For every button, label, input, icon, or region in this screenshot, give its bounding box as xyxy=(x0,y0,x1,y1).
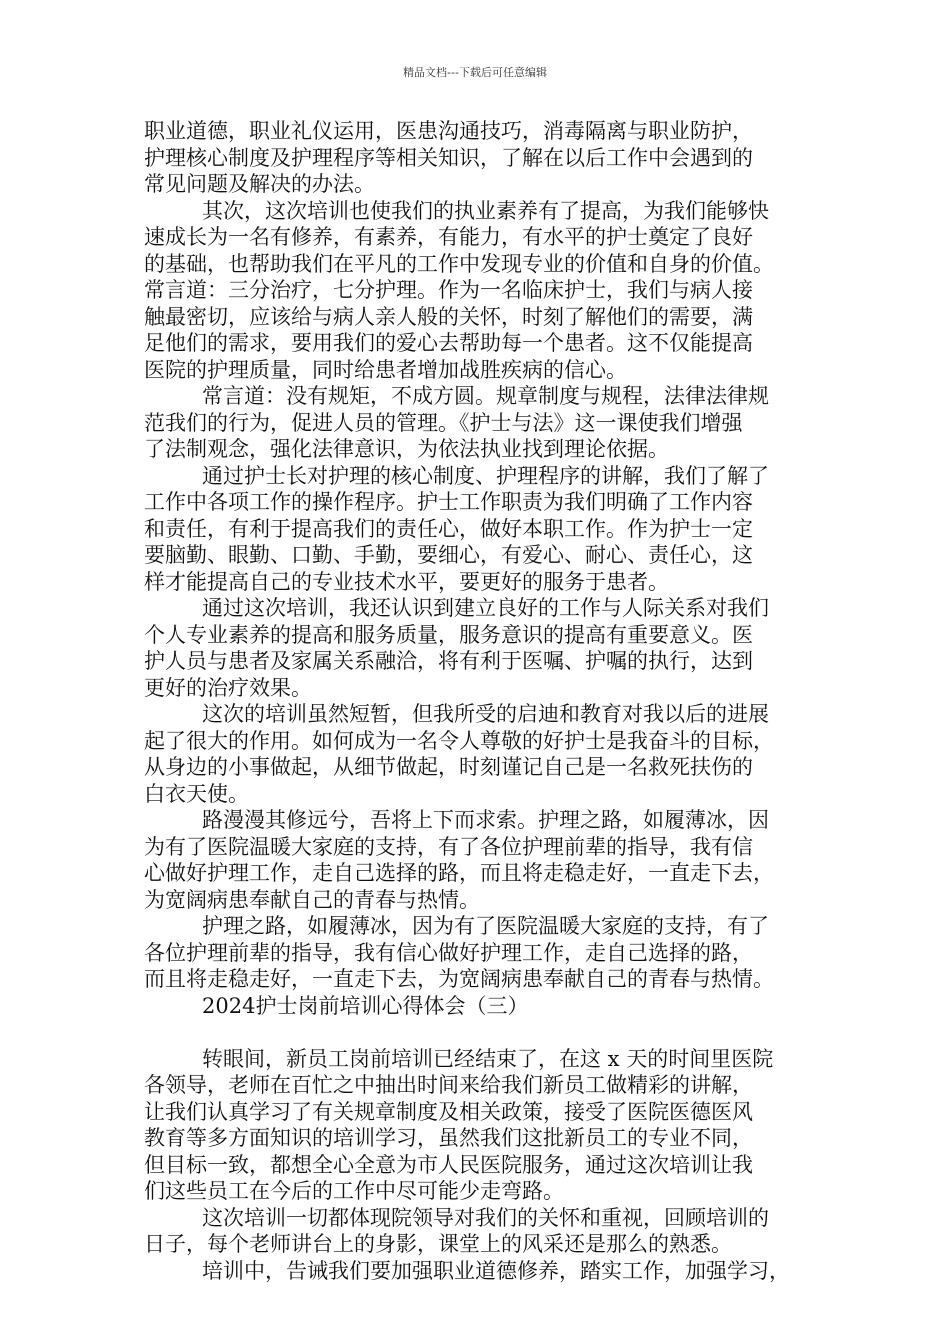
text-line: 护理核心制度及护理程序等相关知识，了解在以后工作中会遇到的 xyxy=(144,145,753,170)
text-line: 范我们的行为，促进人员的管理。《护士与法》这一课使我们增强 xyxy=(144,410,743,435)
text-line: 常言道：没有规矩，不成方圆。规章制度与规程，法律法律规 xyxy=(202,384,769,408)
blank-line xyxy=(144,1019,834,1046)
text-line: 速成长为一名有修养，有素养，有能力，有水平的护士奠定了良好 xyxy=(144,225,753,249)
text-line: 通过护士长对护理的核心制度、护理程序的讲解，我们了解了 xyxy=(202,463,769,488)
text-line: 起了很大的作用。如何成为一名令人尊敬的好护士是我奋斗的目标， xyxy=(144,728,774,753)
text-line: 从身边的小事做起，从细节做起，时刻谨记自己是一名救死扶伤的 xyxy=(144,755,753,779)
text-line: 其次，这次培训也使我们的执业素养有了提高，为我们能够快 xyxy=(202,198,769,223)
text-line: 培训中，告诫我们要加强职业道德修养，踏实工作，加强学习， xyxy=(202,1258,790,1283)
text-line: 护理之路，如履薄冰，因为有了医院温暖大家庭的支持，有了 xyxy=(202,914,769,938)
text-line: 工作中各项工作的操作程序。护士工作职责为我们明确了工作内容 xyxy=(144,490,753,514)
text-line: 各位护理前辈的指导，我有信心做好护理工作，走自己选择的路， xyxy=(144,940,753,965)
text-line: 了法制观念，强化法律意识，为依法执业找到理论依据。 xyxy=(144,437,669,461)
text-line: 要脑勤、眼勤、口勤、手勤，要细心，有爱心、耐心、责任心，这 xyxy=(144,543,753,567)
text-line: 白衣天使。 xyxy=(144,781,249,806)
text-line: 但目标一致，都想全心全意为市人民医院服务，通过这次培训让我 xyxy=(144,1152,753,1177)
text-line: 更好的治疗效果。 xyxy=(144,675,312,700)
text-line: 职业道德，职业礼仪运用，医患沟通技巧，消毒隔离与职业防护， xyxy=(144,119,753,143)
text-line: 触最密切，应该给与病人亲人般的关怀，时刻了解他们的需要，满 xyxy=(144,304,753,329)
text-line: 足他们的需求，要用我们的爱心去帮助每一个患者。这不仅能提高 xyxy=(144,331,753,355)
text-line: 通过这次培训，我还认识到建立良好的工作与人际关系对我们 xyxy=(202,596,769,620)
text-line: 护人员与患者及家属关系融洽，将有利于医嘱、护嘱的执行，达到 xyxy=(144,649,753,673)
document-body xyxy=(144,118,834,1284)
text-line: 样才能提高自己的专业技术水平，要更好的服务于患者。 xyxy=(144,569,669,594)
text-line: 的基础，也帮助我们在平凡的工作中发现专业的价值和自身的价值。 xyxy=(144,251,774,276)
text-line: 而且将走稳走好，一直走下去，为宽阔病患奉献自己的青春与热情。 xyxy=(144,967,774,991)
text-line: 这次的培训虽然短暂，但我所受的启迪和教育对我以后的进展 xyxy=(202,702,769,726)
text-line: 让我们认真学习了有关规章制度及相关政策，接受了医院医德医风 xyxy=(144,1099,753,1124)
text-line: 们这些员工在今后的工作中尽可能少走弯路。 xyxy=(144,1179,564,1203)
page-header: 精品文档---下载后可任意编辑 xyxy=(403,66,547,79)
text-line: 心做好护理工作，走自己选择的路，而且将走稳走好，一直走下去， xyxy=(144,861,774,885)
text-line: 和责任，有利于提高我们的责任心，做好本职工作。作为护士一定 xyxy=(144,516,753,541)
text-line: 医院的护理质量，同时给患者增加战胜疾病的信心。 xyxy=(144,357,627,382)
text-line: 这次培训一切都体现院领导对我们的关怀和重视，回顾培训的 xyxy=(202,1205,769,1230)
text-line: 2024护士岗前培训心得体会（三） xyxy=(202,993,529,1018)
text-line: 各领导，老师在百忙之中抽出时间来给我们新员工做精彩的讲解， xyxy=(144,1073,753,1097)
text-line: 为宽阔病患奉献自己的青春与热情。 xyxy=(144,887,480,912)
text-line: 常言道：三分治疗，七分护理。作为一名临床护士，我们与病人接 xyxy=(144,278,753,302)
text-line: 常见问题及解决的办法。 xyxy=(144,172,375,196)
text-line: 为有了医院温暖大家庭的支持，有了各位护理前辈的指导，我有信 xyxy=(144,834,753,859)
text-line: 转眼间，新员工岗前培训已经结束了，在这 x 天的时间里医院 xyxy=(202,1046,774,1071)
text-line: 个人专业素养的提高和服务质量，服务意识的提高有重要意义。医 xyxy=(144,622,753,647)
text-line: 日子，每个老师讲台上的身影，课堂上的风采还是那么的熟悉。 xyxy=(144,1232,732,1256)
text-line: 教育等多方面知识的培训学习，虽然我们这批新员工的专业不同， xyxy=(144,1126,753,1150)
text-line: 路漫漫其修远兮，吾将上下而求索。护理之路，如履薄冰，因 xyxy=(202,808,769,832)
